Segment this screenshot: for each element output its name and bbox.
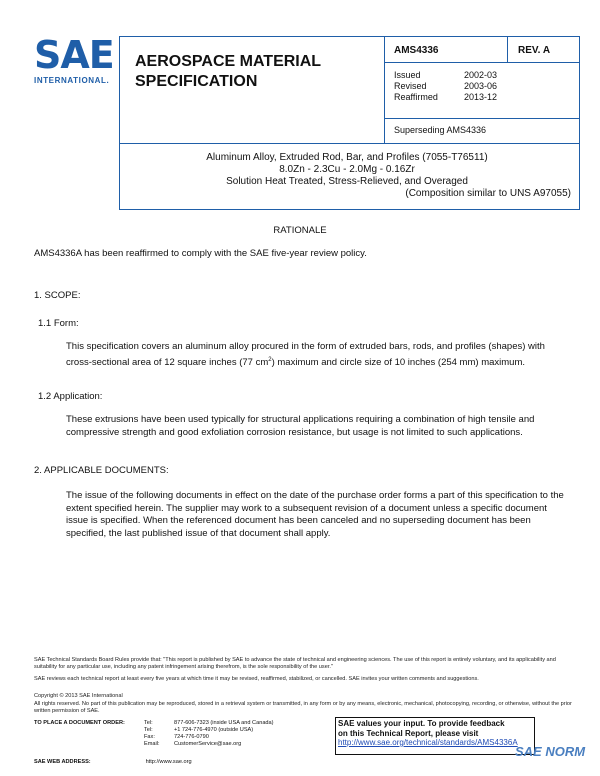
subtitle-line: (Composition similar to UNS A97055) [405, 188, 571, 199]
sae-logo [34, 33, 114, 88]
contact-phone: 877-606-7323 (inside USA and Canada) [174, 720, 274, 726]
header-divider [384, 62, 580, 63]
material-subtitle [119, 152, 575, 200]
web-address-row: SAE WEB ADDRESS: http://www.sae.org [34, 759, 192, 765]
header-divider [507, 36, 508, 62]
logo-wordmark: SAE [34, 33, 114, 77]
applicable-documents-paragraph: The issue of the following documents in effect on the date of the purchase order forms a part of this specification to the extent specified herein. The supplier may work to a subsequent revision of a document unless a specific document issue is specified. When the referenced document has been canceled and no superseding document has been specified, the last published issue of that document shall apply. [66, 490, 564, 539]
subtitle-line: Solution Heat Treated, Stress-Relieved, and Overaged [226, 176, 468, 187]
document-type-title: AEROSPACE MATERIAL SPECIFICATION [135, 53, 321, 90]
contact-fax: 724-776-0790 [174, 734, 209, 740]
application-paragraph: These extrusions have been used typically for structural applications requiring a combination of high tensile and compressive strength and good exfoliation corrosion resistance, but usage is not limited to such applications. [66, 414, 535, 438]
header-divider [384, 118, 580, 119]
feedback-text: SAE values your input. To provide feedback on this Technical Report, please visit http://www.sae.org/technical/standards/AMS4336A [338, 719, 533, 748]
subtitle-line: 8.0Zn - 2.3Cu - 2.0Mg - 0.16Zr [279, 164, 415, 175]
order-label: TO PLACE A DOCUMENT ORDER: [34, 720, 125, 726]
footer-rules-text: SAE Technical Standards Board Rules provide that: "This report is published by SAE to advance the state of technical and engineering sciences. The use of this report is entirely voluntary, and its applicability and suitability for any particular use, including any patent infringement arising therefrom, is the sole responsibility of the user." [34, 657, 556, 670]
footer-rights-text: All rights reserved. No part of this publication may be reproduced, stored in a retrieval system or transmitted, in any form or by any means, electronic, mechanical, photocopying, recording, or otherwise, without the prior written permission of SAE. [34, 701, 572, 714]
date-block [394, 70, 497, 103]
web-address-link[interactable]: http://www.sae.org [145, 759, 192, 765]
feedback-link[interactable]: http://www.sae.org/technical/standards/AMS4336A [338, 738, 518, 747]
logo-subtitle: INTERNATIONAL. [34, 76, 110, 85]
date-row-reaffirmed: Reaffirmed 2013-12 [394, 92, 498, 102]
footer-copyright: Copyright © 2013 SAE International [34, 693, 123, 699]
section-heading-applicable-documents: 2. APPLICABLE DOCUMENTS: [34, 465, 169, 476]
rationale-heading: RATIONALE [273, 225, 327, 236]
order-contact-block: TO PLACE A DOCUMENT ORDER: Tel: 877-606-7323 (inside USA and Canada) Tel: +1 724-776-4970 (outside USA) Fax: 724-776-0790 Email: CustomerService@sae.org [34, 720, 274, 747]
section-heading-scope: 1. SCOPE: [34, 290, 81, 301]
document-number: AMS4336 [394, 45, 439, 56]
contact-phone-intl: +1 724-776-4970 (outside USA) [174, 727, 254, 733]
subsection-heading-form: 1.1 Form: [38, 318, 79, 329]
subsection-heading-application: 1.2 Application: [38, 391, 103, 402]
contact-email[interactable]: CustomerService@sae.org [174, 741, 242, 747]
subtitle-line: Aluminum Alloy, Extruded Rod, Bar, and Profiles (7055-T76511) [206, 152, 488, 163]
revision-label: REV. A [518, 45, 551, 56]
rationale-text: AMS4336A has been reaffirmed to comply with the SAE five-year review policy. [34, 248, 367, 259]
date-row-issued: Issued 2002-03 [394, 70, 498, 80]
footer-review-text: SAE reviews each technical report at least every five years at which time it may be revised, reaffirmed, stabilized, or cancelled. SAE invites your written comments and suggestions. [34, 676, 479, 682]
header-divider [384, 36, 385, 144]
superseding-note: Superseding AMS4336 [394, 125, 487, 135]
form-paragraph: This specification covers an aluminum alloy procured in the form of extruded bars, rods, and profiles (shapes) with cross-sectional area of 12 square inches (77 $cm^2$) maximum and circle size of 10 inches (254 mm) maximum. [66, 341, 545, 368]
date-row-revised: Revised 2003-06 [394, 81, 498, 91]
sae-norm-watermark: SAE NORM [515, 744, 586, 759]
